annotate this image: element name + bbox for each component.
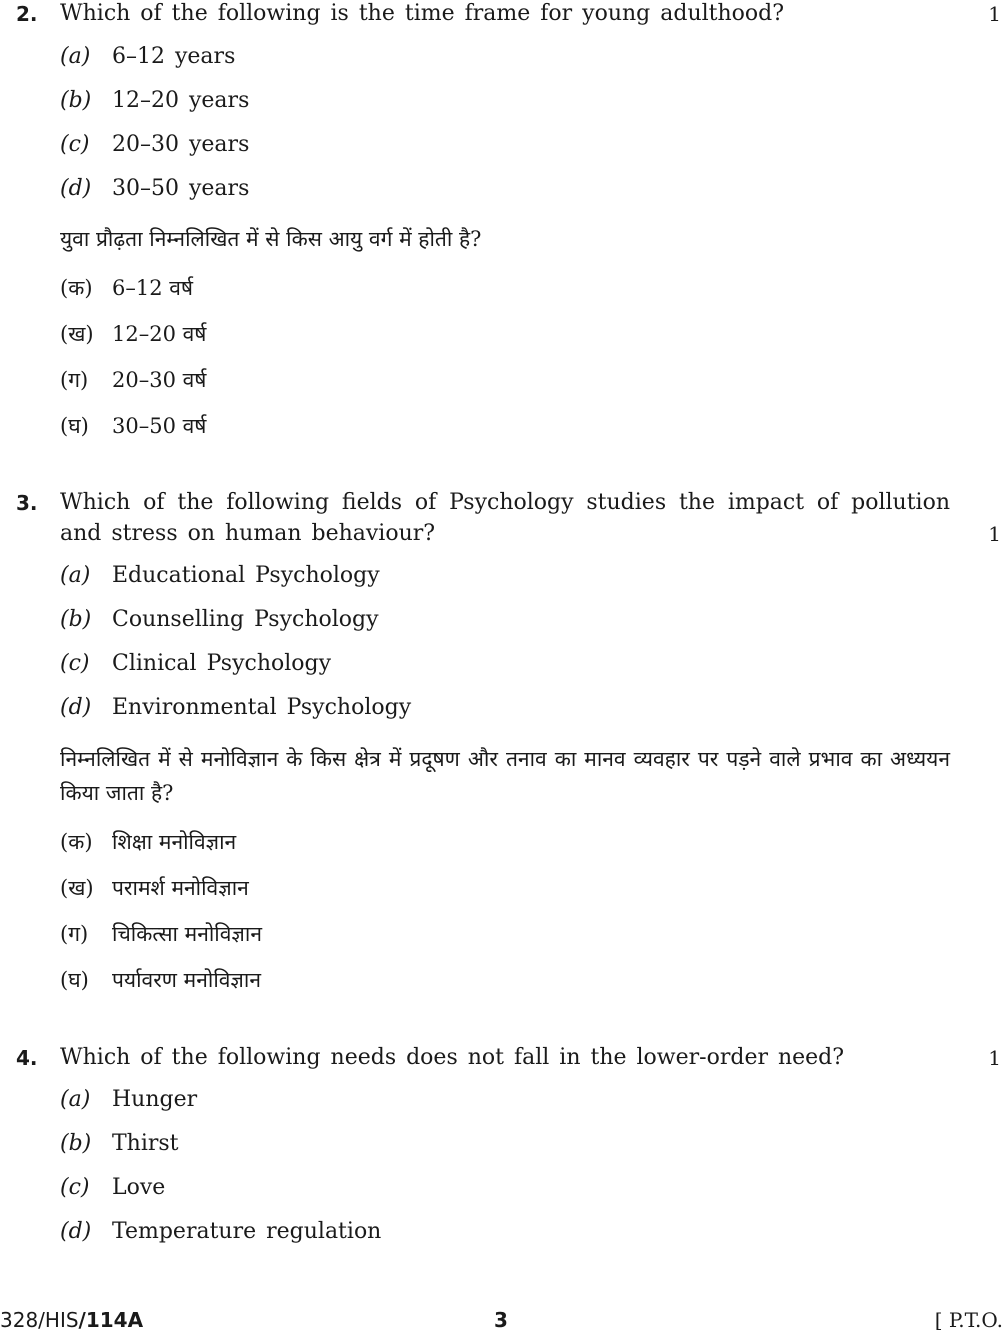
hindi-option-kha xyxy=(60,874,249,902)
option-label: (b) xyxy=(60,607,92,632)
option-text: Thirst xyxy=(112,1131,179,1156)
option-text: 12–20 वर्ष xyxy=(112,322,207,346)
hindi-option-gha xyxy=(60,412,206,440)
option-c xyxy=(60,1175,165,1200)
hindi-option-ga xyxy=(60,920,262,948)
option-label: (a) xyxy=(60,563,91,588)
option-label: (क) xyxy=(60,276,93,300)
option-text: Hunger xyxy=(112,1087,198,1112)
option-text: Environmental Psychology xyxy=(112,695,412,720)
option-label: (घ) xyxy=(60,968,89,992)
question-number: 4. xyxy=(16,1046,38,1070)
option-text: Temperature regulation xyxy=(112,1219,382,1244)
hindi-question-text: निम्नलिखित में से मनोविज्ञान के किस क्षेत्र में प्रदूषण और तनाव का मानव व्यवहार पर पड़ने वाले प्रभाव का अध्ययन किया जाता है? xyxy=(60,747,950,805)
option-label: (c) xyxy=(60,651,90,676)
option-label: (b) xyxy=(60,1131,92,1156)
option-text: 20–30 years xyxy=(112,132,250,157)
option-label: (ख) xyxy=(60,322,94,346)
option-label: (ख) xyxy=(60,876,94,900)
option-text: 20–30 वर्ष xyxy=(112,368,207,392)
option-label: (d) xyxy=(60,1219,92,1244)
option-text: पर्यावरण मनोविज्ञान xyxy=(112,968,261,992)
page-footer xyxy=(0,1308,1005,1332)
option-a xyxy=(60,1087,197,1112)
option-text: 6–12 वर्ष xyxy=(112,276,194,300)
option-label: (c) xyxy=(60,1175,90,1200)
hindi-option-ka xyxy=(60,828,236,856)
option-text: 30–50 वर्ष xyxy=(112,414,207,438)
pto-label: [ P.T.O. xyxy=(934,1308,1003,1332)
hindi-question-text: युवा प्रौढ़ता निम्नलिखित में से किस आयु वर्ग में होती है? xyxy=(60,227,482,251)
option-d xyxy=(60,695,411,720)
option-a xyxy=(60,563,380,588)
option-label: (ग) xyxy=(60,922,89,946)
question-number: 3. xyxy=(16,491,38,515)
option-label: (c) xyxy=(60,132,90,157)
option-text: Clinical Psychology xyxy=(112,651,332,676)
option-d xyxy=(60,1219,381,1244)
option-text: Love xyxy=(112,1175,166,1200)
option-b xyxy=(60,607,379,632)
option-label: (क) xyxy=(60,830,93,854)
option-c xyxy=(60,132,249,157)
question-text: Which of the following is the time frame for young adulthood? xyxy=(60,1,785,26)
option-text: Educational Psychology xyxy=(112,563,380,588)
option-label: (घ) xyxy=(60,414,89,438)
option-text: 12–20 years xyxy=(112,88,250,113)
page-number: 3 xyxy=(494,1308,508,1332)
option-text: 30–50 years xyxy=(112,176,250,201)
option-text: परामर्श मनोविज्ञान xyxy=(112,876,249,900)
option-d xyxy=(60,176,249,201)
hindi-option-ka xyxy=(60,274,193,302)
option-c xyxy=(60,651,331,676)
option-label: (a) xyxy=(60,44,91,69)
option-label: (d) xyxy=(60,695,92,720)
hindi-option-ga xyxy=(60,366,206,394)
question-marks: 1 xyxy=(988,2,1001,26)
option-label: (d) xyxy=(60,176,92,201)
option-a xyxy=(60,44,235,69)
paper-code-suffix: /114A xyxy=(78,1308,144,1332)
option-label: (ग) xyxy=(60,368,89,392)
question-text: Which of the following fields of Psychology studies the impact of pollution and stress on human behaviour? xyxy=(60,490,950,546)
option-b xyxy=(60,88,249,113)
hindi-option-kha xyxy=(60,320,206,348)
question-text: Which of the following needs does not fall in the lower-order need? xyxy=(60,1045,845,1070)
option-text: चिकित्सा मनोविज्ञान xyxy=(112,922,262,946)
paper-code xyxy=(0,1308,143,1332)
option-label: (b) xyxy=(60,88,92,113)
question-number: 2. xyxy=(16,2,38,26)
option-text: Counselling Psychology xyxy=(112,607,379,632)
option-b xyxy=(60,1131,179,1156)
option-text: 6–12 years xyxy=(112,44,236,69)
option-label: (a) xyxy=(60,1087,91,1112)
option-text: शिक्षा मनोविज्ञान xyxy=(112,830,237,854)
paper-code-prefix: 328/HIS xyxy=(0,1308,79,1332)
question-marks: 1 xyxy=(988,1046,1001,1070)
question-marks: 1 xyxy=(988,522,1001,546)
hindi-option-gha xyxy=(60,966,261,994)
